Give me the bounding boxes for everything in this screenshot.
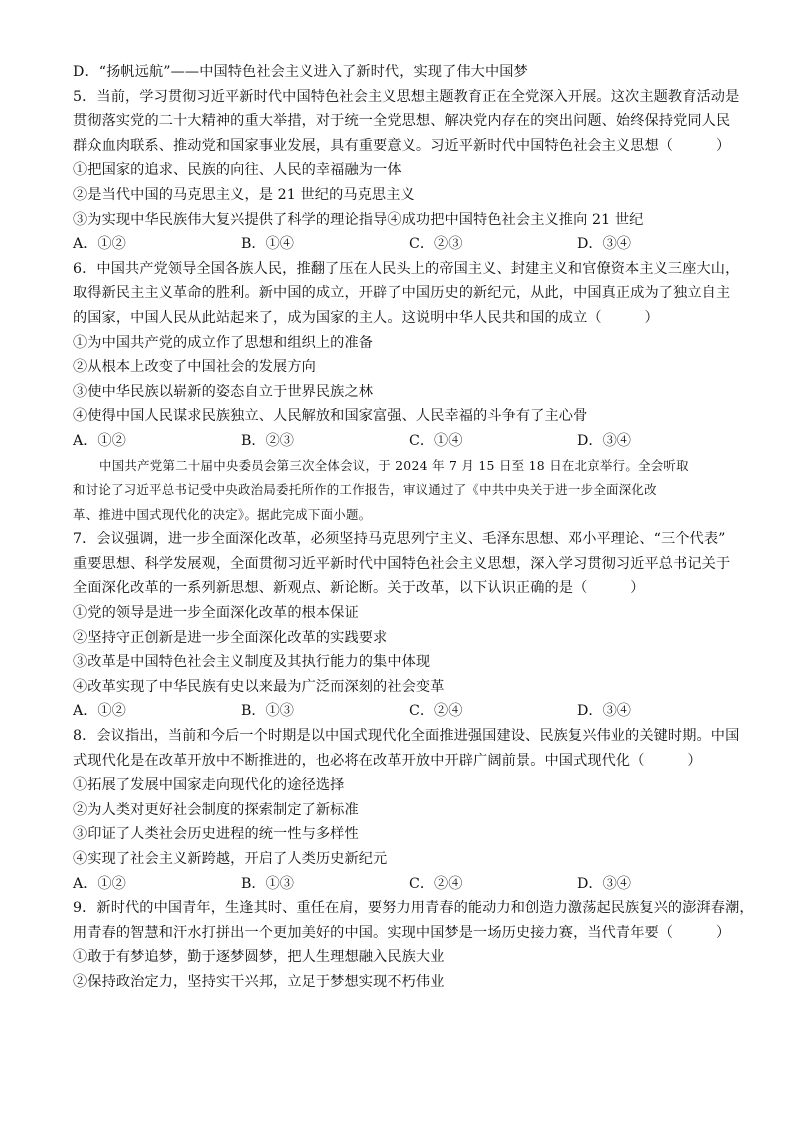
q9-item: ①敢于有梦追梦，勤于逐梦圆梦，把人生理想融入民族大业 (73, 949, 445, 966)
q8-options (73, 872, 733, 897)
q8-item: ①拓展了发展中国家走向现代化的途径选择 (73, 777, 345, 794)
q6-item: ②从根本上改变了中国社会的发展方向 (73, 359, 316, 376)
option-b: B．②③ (241, 432, 294, 449)
q6-item: ④使得中国人民谋求民族独立、人民解放和国家富强、人民幸福的斗争有了主心骨 (73, 408, 588, 425)
option-d: D．③④ (577, 703, 631, 720)
q6-stem-line: 的国家，中国人民从此站起来了，成为国家的主人。这说明中华人民共和国的成立（ ） (73, 309, 659, 326)
q6-options (73, 429, 733, 454)
q8-stem-line: 式现代化是在改革开放中不断推进的，也必将在改革开放中开辟广阔前景。中国式现代化（ ） (73, 752, 702, 769)
q9-item: ②保持政治定力，坚持实干兴邦，立足于梦想实现不朽伟业 (73, 973, 445, 990)
option-c: C．②④ (409, 703, 463, 720)
q5-item: ③为实现中华民族伟大复兴提供了科学的理论指导④成功把中国特色社会主义推向 21 世纪 (73, 211, 644, 228)
q5-stem-line: 5．当前，学习贯彻习近平新时代中国特色社会主义思想主题教育正在全党深入开展。这次主题教育活动是 (73, 88, 740, 105)
q5-stem-line: 贯彻落实党的二十大精神的重大举措，对于统一全党思想、解决党内存在的突出问题、始终保持党同人民 (73, 113, 731, 130)
exam-page (73, 60, 754, 995)
q6-stem-line: 取得新民主主义革命的胜利。新中国的成立，开辟了中国历史的新纪元，从此，中国真正成为了独立自主 (73, 285, 731, 302)
q6-item: ③使中华民族以崭新的姿态自立于世界民族之林 (73, 383, 374, 400)
question-7 (73, 527, 733, 724)
option-a: A．①② (73, 432, 126, 449)
option-b: B．①④ (241, 236, 294, 253)
option-d: D．③④ (577, 236, 631, 253)
option-a: A．①② (73, 703, 126, 720)
option-c: C．②④ (409, 875, 463, 892)
q7-item: ②坚持守正创新是进一步全面深化改革的实践要求 (73, 629, 388, 646)
question-6 (73, 257, 740, 454)
q5-item: ②是当代中国的马克思主义，是 21 世纪的马克思主义 (73, 186, 415, 203)
q8-item: ②为人类对更好社会制度的探索制定了新标准 (73, 801, 359, 818)
question-9 (73, 896, 754, 994)
q9-stem-line: 用青春的智慧和汗水打拼出一个更加美好的中国。实现中国梦是一场历史接力赛，当代青年要（ ） (73, 924, 731, 941)
q9-stem-line: 9．新时代的中国青年，生逢其时、重任在肩，要努力用青春的能动力和创造力激荡起民族复兴的澎湃春潮， (73, 900, 754, 917)
option-c: C．②③ (409, 236, 463, 253)
q6-item: ①为中国共产党的成立作了思想和组织上的准备 (73, 334, 374, 351)
option-c: C．①④ (409, 432, 463, 449)
q7-stem-line: 7．会议强调，进一步全面深化改革，必须坚持马克思列宁主义、毛泽东思想、邓小平理论、“三个代表” (73, 531, 726, 548)
option-b: B．①③ (241, 875, 294, 892)
material-line: 和讨论了习近平总书记受中央政治局委托所作的工作报告，审议通过了《中共中央关于进一步全面深化改 (73, 482, 657, 498)
q8-item: ③印证了人类社会历史进程的统一性与多样性 (73, 826, 359, 843)
q5-item: ①把国家的追求、民族的向往、人民的幸福融为一体 (73, 162, 402, 179)
q8-stem-line: 8．会议指出，当前和今后一个时期是以中国式现代化全面推进强国建设、民族复兴伟业的关键时期。中国 (73, 728, 740, 745)
question-5 (73, 85, 740, 257)
option-a: A．①② (73, 236, 126, 253)
q5-stem-line: 群众血肉联系、推动党和国家事业发展，具有重要意义。习近平新时代中国特色社会主义思想（ ） (73, 137, 731, 154)
q7-stem-line: 全面深化改革的一系列新思想、新观点、新论断。关于改革，以下认识正确的是（ ） (73, 580, 645, 597)
q4-option-d: D．“扬帆远航”——中国特色社会主义进入了新时代，实现了伟大中国梦 (73, 64, 528, 80)
q8-item: ④实现了社会主义新跨越，开启了人类历史新纪元 (73, 851, 388, 867)
option-a: A．①② (73, 875, 126, 892)
q7-stem-line: 重要思想、科学发展观，全面贯彻习近平新时代中国特色社会主义思想，深入学习贯彻习近平总书记关于 (73, 555, 731, 572)
q7-options (73, 699, 733, 724)
q7-item: ①党的领导是进一步全面深化改革的根本保证 (73, 605, 359, 622)
q6-stem-line: 6．中国共产党领导全国各族人民，推翻了压在人民头上的帝国主义、封建主义和官僚资本主义三座大山， (73, 260, 740, 277)
q5-options (73, 232, 733, 257)
option-b: B．①③ (241, 703, 294, 720)
material-line: 中国共产党第二十届中央委员会第三次全体会议，于 2024 年 7 月 15 日至 18 日在北京举行。全会听取 (99, 457, 689, 473)
material-line: 革、推进中国式现代化的决定》。据此完成下面小题。 (73, 506, 372, 522)
question-8 (73, 724, 740, 896)
option-d: D．③④ (577, 432, 631, 449)
option-d: D．③④ (577, 875, 631, 892)
q7-item: ③改革是中国特色社会主义制度及其执行能力的集中体现 (73, 654, 431, 671)
reading-material (73, 454, 733, 528)
q7-item: ④改革实现了中华民族有史以来最为广泛而深刻的社会变革 (73, 678, 445, 695)
